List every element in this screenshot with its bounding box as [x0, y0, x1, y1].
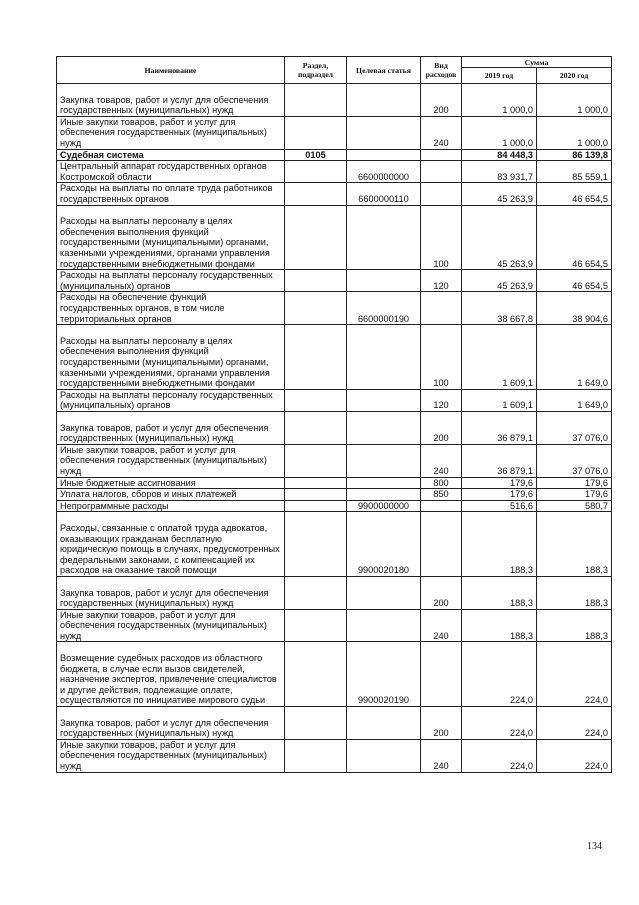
table-row: [57, 325, 612, 390]
row-section-cell: [285, 325, 347, 390]
row-name-cell: Иные бюджетные ассигнования: [57, 477, 285, 489]
table-row: [57, 161, 612, 183]
row-kind-cell: [421, 292, 462, 325]
row-kind-cell: 240: [421, 116, 462, 149]
row-target-cell: [347, 325, 421, 390]
row-target-cell: [347, 270, 421, 292]
row-2020-cell: 46 654,5: [537, 205, 612, 270]
row-section-cell: [285, 270, 347, 292]
row-section-cell: [285, 292, 347, 325]
row-target-cell: [347, 205, 421, 270]
row-target-cell: 6600000000: [347, 161, 421, 183]
row-kind-cell: 120: [421, 389, 462, 411]
row-name-cell: Закупка товаров, работ и услуг для обеспечения государственных (муниципальных) нужд: [57, 707, 285, 740]
page-number: 134: [587, 841, 602, 852]
row-2019-cell: 179,6: [462, 477, 537, 489]
table-row: [57, 270, 612, 292]
header-sum: Сумма: [462, 57, 612, 68]
row-2020-cell: 188,3: [537, 609, 612, 642]
row-target-cell: [347, 389, 421, 411]
row-kind-cell: 200: [421, 84, 462, 117]
row-kind-cell: 240: [421, 739, 462, 772]
table-row: [57, 292, 612, 325]
row-2020-cell: 1 649,0: [537, 389, 612, 411]
row-kind-cell: [421, 512, 462, 577]
row-name-cell: Возмещение судебных расходов из областного бюджета, в случае если вызов свидетелей, назначение экспертов, привлечение специалистов и другие действия, подлежащие оплате, осуществляются по инициативе мирового судьи: [57, 642, 285, 707]
row-name-cell: Иные закупки товаров, работ и услуг для обеспечения государственных (муниципальных) нужд: [57, 739, 285, 772]
table-row: [57, 205, 612, 270]
row-2019-cell: 36 879,1: [462, 411, 537, 444]
row-name-cell: Закупка товаров, работ и услуг для обеспечения государственных (муниципальных) нужд: [57, 84, 285, 117]
row-name-cell: Судебная система: [57, 149, 285, 161]
row-section-cell: [285, 444, 347, 477]
row-2020-cell: 38 904,6: [537, 292, 612, 325]
row-2020-cell: 224,0: [537, 707, 612, 740]
table-row: [57, 477, 612, 489]
row-section-cell: [285, 512, 347, 577]
header-target: Целевая статья: [347, 57, 421, 84]
row-target-cell: [347, 149, 421, 161]
row-target-cell: 6600000110: [347, 183, 421, 205]
row-name-cell: Расходы на обеспечение функций государственных органов, в том числе территориальных органов: [57, 292, 285, 325]
row-2020-cell: 224,0: [537, 642, 612, 707]
row-name-cell: Иные закупки товаров, работ и услуг для обеспечения государственных (муниципальных) нужд: [57, 609, 285, 642]
row-target-cell: 6600000190: [347, 292, 421, 325]
row-kind-cell: [421, 161, 462, 183]
row-2020-cell: 188,3: [537, 512, 612, 577]
row-name-cell: Расходы на выплаты по оплате труда работников государственных органов: [57, 183, 285, 205]
row-target-cell: [347, 411, 421, 444]
row-target-cell: [347, 609, 421, 642]
row-2020-cell: 179,6: [537, 477, 612, 489]
table-row: [57, 642, 612, 707]
row-2019-cell: 45 263,9: [462, 183, 537, 205]
row-section-cell: [285, 642, 347, 707]
header-2019: 2019 год: [462, 68, 537, 84]
row-section-cell: [285, 161, 347, 183]
row-2020-cell: 1 649,0: [537, 325, 612, 390]
row-section-cell: [285, 411, 347, 444]
row-2019-cell: 188,3: [462, 609, 537, 642]
row-target-cell: [347, 576, 421, 609]
row-2019-cell: 224,0: [462, 739, 537, 772]
header-section: Раздел, подраздел: [285, 57, 347, 84]
row-name-cell: Расходы на выплаты персоналу государственных (муниципальных) органов: [57, 389, 285, 411]
row-target-cell: [347, 707, 421, 740]
row-kind-cell: 240: [421, 609, 462, 642]
table-body: [57, 84, 612, 773]
row-2019-cell: 36 879,1: [462, 444, 537, 477]
row-2019-cell: 83 931,7: [462, 161, 537, 183]
row-kind-cell: [421, 500, 462, 512]
header-2020: 2020 год: [537, 68, 612, 84]
row-target-cell: [347, 489, 421, 501]
table-row: [57, 444, 612, 477]
table-row: [57, 183, 612, 205]
row-2019-cell: 45 263,9: [462, 205, 537, 270]
row-name-cell: Расходы на выплаты персоналу в целях обеспечения выполнения функций государственными (муниципальными) органами, казенными учреждениями, органами управления государственными внебюджетными фондами: [57, 325, 285, 390]
row-2019-cell: 84 448,3: [462, 149, 537, 161]
table-row: [57, 512, 612, 577]
row-kind-cell: 240: [421, 444, 462, 477]
row-2019-cell: 45 263,9: [462, 270, 537, 292]
row-2019-cell: 1 000,0: [462, 116, 537, 149]
row-target-cell: 9900020180: [347, 512, 421, 577]
header-kind: Вид расходов: [421, 57, 462, 84]
table-row: [57, 576, 612, 609]
row-2019-cell: 1 609,1: [462, 325, 537, 390]
row-2019-cell: 224,0: [462, 642, 537, 707]
row-2019-cell: 188,3: [462, 512, 537, 577]
row-name-cell: Расходы, связанные с оплатой труда адвокатов, оказывающих гражданам бесплатную юридическую помощь в случаях, предусмотренных федеральными законами, с компенсацией их расходов на оказание такой помощи: [57, 512, 285, 577]
row-section-cell: [285, 500, 347, 512]
row-2020-cell: 580,7: [537, 500, 612, 512]
row-2020-cell: 46 654,5: [537, 270, 612, 292]
row-kind-cell: 200: [421, 707, 462, 740]
table-row: [57, 389, 612, 411]
row-kind-cell: 200: [421, 576, 462, 609]
table-row: [57, 489, 612, 501]
table-row: [57, 609, 612, 642]
row-kind-cell: 200: [421, 411, 462, 444]
row-kind-cell: 850: [421, 489, 462, 501]
row-kind-cell: [421, 183, 462, 205]
table-row: [57, 707, 612, 740]
row-name-cell: Непрограммные расходы: [57, 500, 285, 512]
row-kind-cell: 100: [421, 325, 462, 390]
row-section-cell: [285, 477, 347, 489]
table-row: [57, 500, 612, 512]
header-name: Наименование: [57, 57, 285, 84]
row-2020-cell: 37 076,0: [537, 444, 612, 477]
row-2020-cell: 86 139,8: [537, 149, 612, 161]
row-kind-cell: [421, 642, 462, 707]
row-section-cell: [285, 183, 347, 205]
row-2020-cell: 224,0: [537, 739, 612, 772]
row-section-cell: [285, 707, 347, 740]
row-kind-cell: [421, 149, 462, 161]
row-2020-cell: 188,3: [537, 576, 612, 609]
row-target-cell: [347, 84, 421, 117]
row-2020-cell: 179,6: [537, 489, 612, 501]
row-name-cell: Закупка товаров, работ и услуг для обеспечения государственных (муниципальных) нужд: [57, 411, 285, 444]
row-section-cell: [285, 739, 347, 772]
row-section-cell: [285, 84, 347, 117]
row-2019-cell: 38 667,8: [462, 292, 537, 325]
table-row: [57, 84, 612, 117]
row-kind-cell: 120: [421, 270, 462, 292]
row-2020-cell: 1 000,0: [537, 84, 612, 117]
row-section-cell: [285, 389, 347, 411]
row-target-cell: [347, 477, 421, 489]
row-2019-cell: 516,6: [462, 500, 537, 512]
row-name-cell: Центральный аппарат государственных органов Костромской области: [57, 161, 285, 183]
row-target-cell: [347, 444, 421, 477]
row-target-cell: [347, 739, 421, 772]
row-section-cell: [285, 205, 347, 270]
row-2019-cell: 1 609,1: [462, 389, 537, 411]
row-name-cell: Иные закупки товаров, работ и услуг для обеспечения государственных (муниципальных) нужд: [57, 116, 285, 149]
row-2019-cell: 188,3: [462, 576, 537, 609]
row-name-cell: Уплата налогов, сборов и иных платежей: [57, 489, 285, 501]
row-target-cell: 9900000000: [347, 500, 421, 512]
table-row: [57, 116, 612, 149]
row-section-cell: [285, 576, 347, 609]
row-2019-cell: 179,6: [462, 489, 537, 501]
table-row: [57, 411, 612, 444]
row-2020-cell: 1 000,0: [537, 116, 612, 149]
row-2020-cell: 37 076,0: [537, 411, 612, 444]
row-2019-cell: 224,0: [462, 707, 537, 740]
row-kind-cell: 800: [421, 477, 462, 489]
row-section-cell: [285, 116, 347, 149]
row-section-cell: 0105: [285, 149, 347, 161]
row-name-cell: Закупка товаров, работ и услуг для обеспечения государственных (муниципальных) нужд: [57, 576, 285, 609]
row-2020-cell: 85 559,1: [537, 161, 612, 183]
row-section-cell: [285, 489, 347, 501]
row-target-cell: 9900020190: [347, 642, 421, 707]
row-name-cell: Расходы на выплаты персоналу в целях обеспечения выполнения функций государственными (муниципальными) органами, казенными учреждениями, органами управления государственными внебюджетными фондами: [57, 205, 285, 270]
budget-table: [56, 56, 612, 773]
row-section-cell: [285, 609, 347, 642]
row-name-cell: Расходы на выплаты персоналу государственных (муниципальных) органов: [57, 270, 285, 292]
table-row: [57, 739, 612, 772]
row-name-cell: Иные закупки товаров, работ и услуг для обеспечения государственных (муниципальных) нужд: [57, 444, 285, 477]
row-2020-cell: 46 654,5: [537, 183, 612, 205]
row-kind-cell: 100: [421, 205, 462, 270]
table-row: [57, 149, 612, 161]
row-2019-cell: 1 000,0: [462, 84, 537, 117]
row-target-cell: [347, 116, 421, 149]
